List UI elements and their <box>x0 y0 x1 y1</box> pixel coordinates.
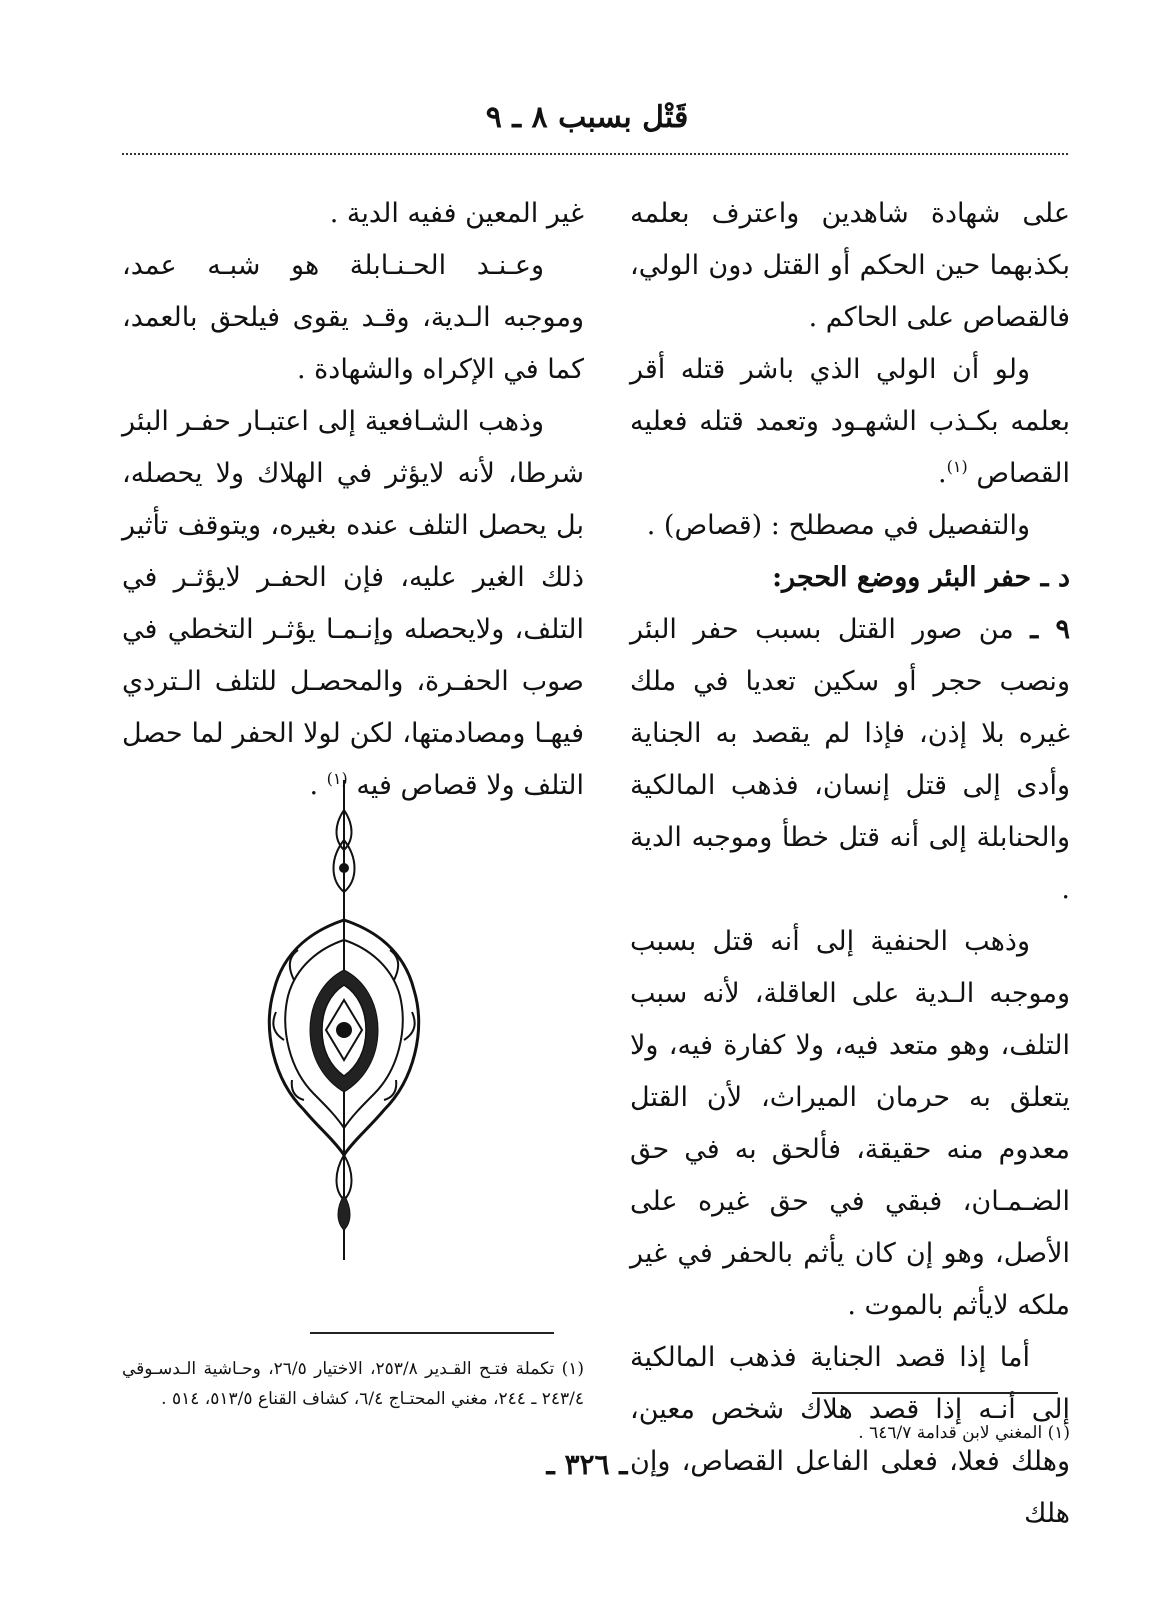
footnote-right: (١) المغني لابن قدامة ٦٤٦/٧ . <box>858 1423 1070 1443</box>
arabesque-ornament-icon <box>254 780 434 1260</box>
footnote-rule-left <box>310 1332 554 1334</box>
left-paragraph-1: غير المعين ففيه الدية . <box>329 198 584 229</box>
right-paragraph-3: والتفصيل في مصطلح : (قصاص) . <box>646 510 1030 541</box>
right-paragraph-4-text: من صور القتل بسبب حفر البئر ونصب حجر أو سكين تعديا في ملك غيره بلا إذن، فإذا لم يقصد به الجناية وأدى إلى قتل إنسان، فذهب المالكية والحنابلة إلى أنه قتل خطأ وموجبه الدية . <box>630 614 1070 905</box>
header-dotted-rule <box>122 153 1068 155</box>
right-paragraph-2 <box>630 344 1070 500</box>
paragraph-number: ٩ ـ <box>1030 614 1071 645</box>
footnote-rule-right <box>812 1392 1058 1394</box>
left-paragraph-3-text: وذهب الشـافعية إلى اعتبـار حفـر البئر شرطا، لأنه لايؤثر في الهلاك ولا يحصله، بل يحصل التلف عنده بغيره، ويتوقف تأثير ذلك الغير عليه، فإن الحفـر لايؤثـر في التلف، ولايحصله وإنـمـا يؤثـر التخطي في صوب الحفـرة، والمحصـل للتلف الـتردي فيهـا ومصادمتها، لكن لولا الحفر لما حصل التلف ولا قصاص فيه <box>122 406 584 801</box>
page-title: قَتْل بسبب ٨ ـ ٩ <box>485 100 689 135</box>
right-paragraph-2-text: ولو أن الولي الذي باشر قتله أقر بعلمه بكـذب الشهـود وتعمد قتله فعليه القصاص <box>630 354 1070 489</box>
right-paragraph-5: وذهب الحنفية إلى أنه قتل بسبب وموجبه الـدية على العاقلة، لأنه سبب التلف، وهو متعد فيه، ولا كفارة فيه، ولا يتعلق به حرمان الميراث، لأن القتل معدوم منه حقيقة، فألحق به في حق الضـمـان، فبقي في حق غيره على الأصل، وهو إن كان يأثم بالحفر في غير ملكه لايأثم بالموت . <box>630 926 1070 1321</box>
right-paragraph-2-end: . <box>938 458 947 489</box>
section-subheading: د ـ حفر البئر ووضع الحجر: <box>772 562 1070 593</box>
left-column <box>122 188 584 812</box>
left-paragraph-3-end: . <box>309 770 319 801</box>
footnote-ref: (١) <box>326 769 348 788</box>
right-paragraph-1: على شهادة شاهدين واعترف بعلمه بكذبهما حين الحكم أو القتل دون الولي، فالقصاص على الحاكم . <box>630 198 1070 333</box>
footnote-ref: (١) <box>946 457 968 476</box>
footnote-left: (١) تكملة فتـح القـدير ٢٥٣/٨، الاختيار ٢٦/٥، وحـاشية الـدسـوقي ٢٤٣/٤ ـ ٢٤٤، مغني المحتـاج ٦/٤، كشاف القناع ٥١٣/٥، ٥١٤ . <box>122 1359 584 1409</box>
right-column <box>630 188 1070 1540</box>
page-number: ـ ٣٢٦ ـ <box>546 1448 628 1481</box>
right-paragraph-6: أما إذا قصد الجناية فذهب المالكية إلى أنـه إذا قصد هلاك شخص معين، وهلك فعلا، فعلى الفاعل القصاص، وإن هلك <box>630 1342 1070 1529</box>
left-paragraph-2: وعـنـد الحـنـابلة هو شبـه عمد، وموجبه الـدية، وقـد يقوى فيلحق بالعمد، كما في الإكراه والشهادة . <box>122 250 584 385</box>
left-paragraph-3 <box>122 396 584 812</box>
right-paragraph-4 <box>630 604 1070 916</box>
